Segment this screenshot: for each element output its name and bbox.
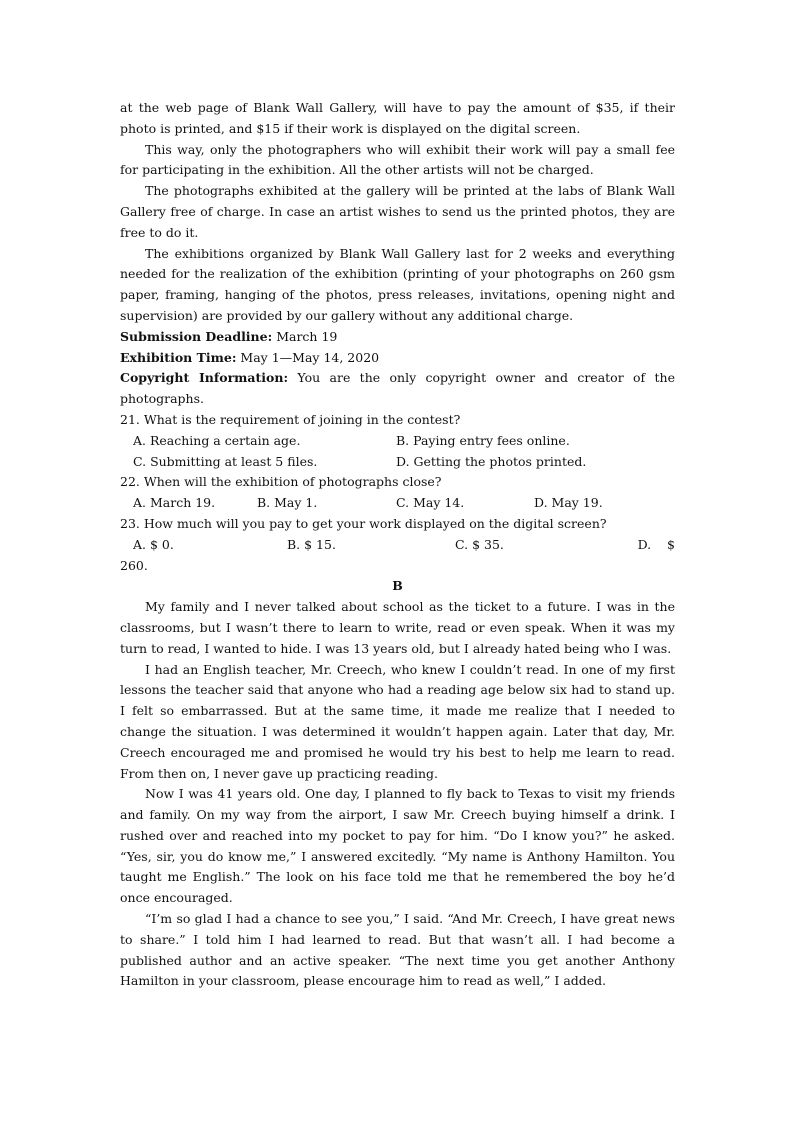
q23-option-a: A. $ 0. xyxy=(133,536,174,552)
q21-option-b: B. Paying entry fees online. xyxy=(396,432,570,448)
question-21-options-row-1 xyxy=(120,431,675,452)
question-22-stem: 22. When will the exhibition of photographs close? xyxy=(120,474,442,490)
q23-option-d: D. $ xyxy=(637,536,675,552)
question-21-stem: 21. What is the requirement of joining in the contest? xyxy=(120,411,461,427)
exhibition-time-label: Exhibition Time: xyxy=(120,349,237,365)
section-b-heading: B xyxy=(392,578,403,594)
question-23-options xyxy=(120,535,675,556)
q22-option-c: C. May 14. xyxy=(396,495,465,511)
copyright-line xyxy=(120,368,675,410)
question-22-options xyxy=(120,493,675,514)
submission-deadline-line xyxy=(120,327,675,348)
q23-option-d-continued: 260. xyxy=(120,557,148,573)
passage-b-paragraph-1: My family and I never talked about school as the ticket to a future. I was in the classrooms, but I wasn’t there to learn to write, read or even speak. When it was my turn to read, I wanted to hide. I was 13 years old, but I already hated being who I was. xyxy=(120,599,675,656)
passage-b-paragraph-4: “I’m so glad I had a chance to see you,” I said. “And Mr. Creech, I have great news to share.” I told him I had learned to read. But that wasn’t all. I had become a published author and an active speaker. “The next time you get another Anthony Hamilton in your classroom, please encourage him to read as well,” I added. xyxy=(120,911,675,989)
exhibition-time-line xyxy=(120,348,675,369)
deadline-label: Submission Deadline: xyxy=(120,328,273,344)
q21-option-d: D. Getting the photos printed. xyxy=(396,453,587,469)
q23-option-b: B. $ 15. xyxy=(287,536,336,552)
exhibition-time-value: May 1—May 14, 2020 xyxy=(236,349,380,365)
passage-a-paragraph-3: The photographs exhibited at the gallery will be printed at the labs of Blank Wall Gallery free of charge. In case an artist wishes to send us the printed photos, they are free to do it. xyxy=(120,183,675,240)
copyright-label: Copyright Information: xyxy=(120,370,289,386)
q21-option-c: C. Submitting at least 5 files. xyxy=(133,453,318,469)
q23-option-c: C. $ 35. xyxy=(455,536,504,552)
q22-option-d: D. May 19. xyxy=(534,495,603,511)
q22-option-a: A. March 19. xyxy=(133,495,216,511)
passage-a-paragraph-1: at the web page of Blank Wall Gallery, will have to pay the amount of $35, if their photo is printed, and $15 if their work is displayed on the digital screen. xyxy=(120,100,675,136)
document-page xyxy=(120,98,675,992)
q21-option-a: A. Reaching a certain age. xyxy=(133,432,301,448)
passage-b-paragraph-3: Now I was 41 years old. One day, I planned to fly back to Texas to visit my friends and family. On my way from the airport, I saw Mr. Creech buying himself a drink. I rushed over and reached into my pocket to pay for him. “Do I know you?” he asked. “Yes, sir, you do know me,” I answered excitedly. “My name is Anthony Hamilton. You taught me English.” The look on his face told me that he remembered the boy he’d once encouraged. xyxy=(120,786,675,906)
q22-option-b: B. May 1. xyxy=(257,495,318,511)
passage-a-paragraph-2: This way, only the photographers who will exhibit their work will pay a small fee for participating in the exhibition. All the other artists will not be charged. xyxy=(120,141,675,178)
question-23-stem: 23. How much will you pay to get your work displayed on the digital screen? xyxy=(120,515,607,531)
question-21-options-row-2 xyxy=(120,452,675,473)
passage-b-paragraph-2: I had an English teacher, Mr. Creech, who knew I couldn’t read. In one of my first lessons the teacher said that anyone who had a reading age below six had to stand up. I felt so embarrassed. But at the same time, it made me realize that I needed to change the situation. I was determined it wouldn’t happen again. Later that day, Mr. Creech encouraged me and promised he would try his best to help me learn to read. From then on, I never gave up practicing reading. xyxy=(120,661,675,781)
passage-a-paragraph-4: The exhibitions organized by Blank Wall Gallery last for 2 weeks and everything needed for the realization of the exhibition (printing of your photographs on 260 gsm paper, framing, hanging of the photos, press releases, invitations, opening night and supervision) are provided by our gallery without any additional charge. xyxy=(120,245,675,323)
copyright-value: You are the only copyright owner and creator of the photographs. xyxy=(120,370,675,407)
deadline-value: March 19 xyxy=(272,328,338,344)
